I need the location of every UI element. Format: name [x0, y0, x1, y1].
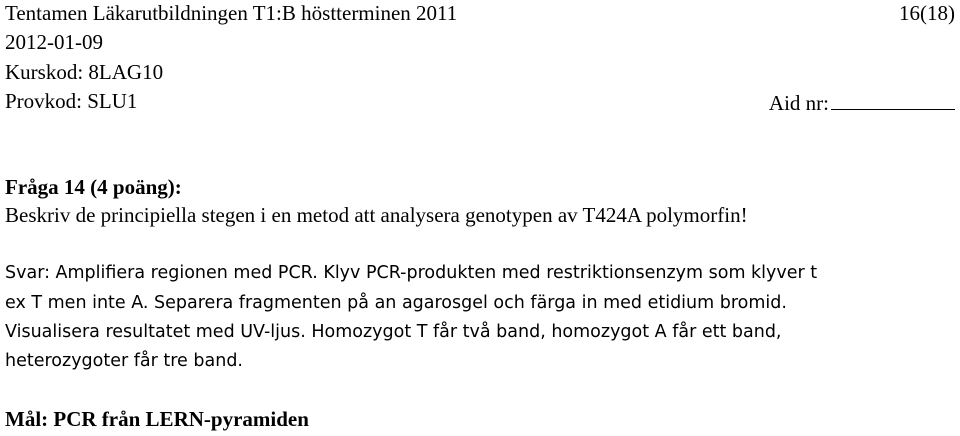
aid-number-blank	[831, 91, 955, 110]
course-code: Kurskod: 8LAG10	[5, 60, 164, 84]
answer-line: Svar: Amplifiera regionen med PCR. Klyv PCR-produkten med restriktionsenzym som klyver t	[5, 263, 818, 283]
learning-goal: Mål: PCR från LERN-pyramiden	[5, 407, 309, 431]
answer-line: heterozygoter får tre band.	[5, 351, 243, 371]
exam-date: 2012-01-09	[5, 30, 103, 54]
page-number: 16(18)	[899, 1, 955, 25]
exam-title: Tentamen Läkarutbildningen T1:B höstterminen 2011	[5, 1, 458, 25]
aid-number-label: Aid nr:	[768, 91, 829, 115]
question-text: Beskriv de principiella stegen i en metod att analysera genotypen av T424A polymorfin!	[5, 203, 748, 227]
question-heading: Fråga 14 (4 poäng):	[5, 175, 182, 199]
test-code: Provkod: SLU1	[5, 89, 138, 113]
aid-number-field	[769, 91, 955, 114]
answer-line: Visualisera resultatet med UV-ljus. Homozygot T får två band, homozygot A får ett band,	[5, 322, 782, 342]
answer-line: ex T men inte A. Separera fragmenten på an agarosgel och färga in med etidium bromid.	[5, 293, 787, 313]
